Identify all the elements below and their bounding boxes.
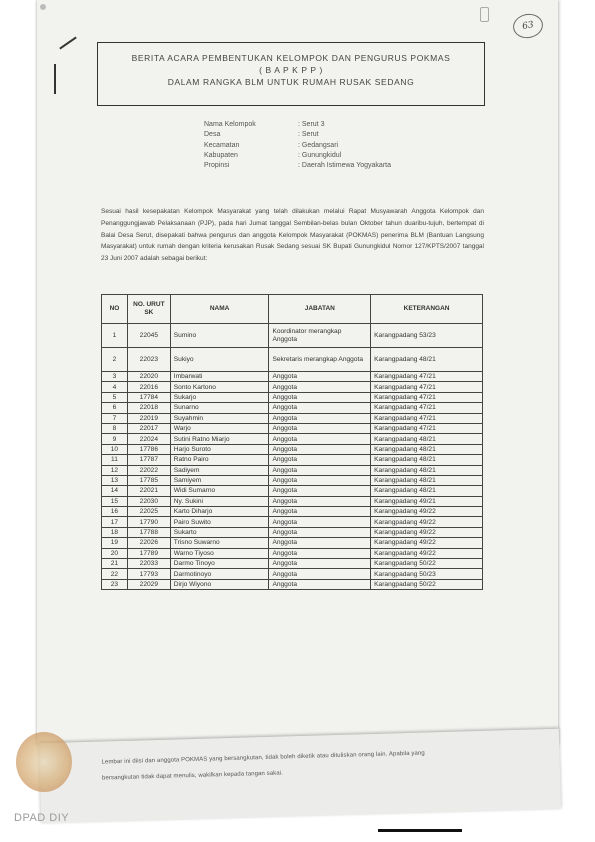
table-row (102, 486, 483, 496)
table-cell: 22045 (127, 324, 170, 348)
info-value: : Gunungkidul (298, 152, 341, 159)
table-cell: Karangpadang 49/21 (371, 496, 483, 506)
title-line: BERITA ACARA PEMBENTUKAN KELOMPOK DAN PENGURUS POKMAS (131, 53, 451, 63)
table-cell: Anggota (269, 392, 371, 402)
info-value: : Serut (298, 131, 319, 138)
table-cell: Anggota (269, 507, 371, 517)
table-row (102, 579, 483, 589)
corner-mark (40, 4, 46, 10)
info-label: Kecamatan (204, 141, 240, 149)
table-row (102, 507, 483, 517)
table-cell: Anggota (269, 403, 371, 413)
table-cell: 1 (102, 324, 128, 348)
table-cell: Karangpadang 47/21 (371, 403, 483, 413)
table-cell: Karangpadang 47/21 (371, 382, 483, 392)
table-cell: Anggota (269, 475, 371, 485)
table-cell: 7 (102, 413, 128, 423)
table-row (102, 538, 483, 548)
table-cell: Karangpadang 49/22 (371, 538, 483, 548)
table-cell: 22024 (127, 434, 170, 444)
title-line: DALAM RANGKA BLM UNTUK RUMAH RUSAK SEDANG (167, 77, 415, 87)
table-cell: Anggota (269, 538, 371, 548)
table-cell: Karangpadang 50/22 (371, 559, 483, 569)
table-cell: 22033 (127, 559, 170, 569)
info-value: : Daerah Istimewa Yogyakarta (298, 162, 391, 169)
info-label: Desa (204, 131, 221, 139)
table-cell: Anggota (269, 548, 371, 558)
column-header: NO (102, 295, 128, 324)
table-cell: Anggota (269, 382, 371, 392)
info-value: : Gedangsari (298, 142, 338, 149)
table-cell: 5 (102, 392, 128, 402)
table-cell: Karangpadang 53/23 (371, 324, 483, 348)
table-cell: Darmotinoyo (170, 569, 269, 579)
table-cell: 10 (102, 444, 128, 454)
table-row (102, 475, 483, 485)
table-cell: 22016 (127, 382, 170, 392)
table-cell: Anggota (269, 444, 371, 454)
table-cell: Anggota (269, 569, 371, 579)
table-cell: Darmo Tinoyo (170, 559, 269, 569)
table-cell: 3 (102, 372, 128, 382)
table-cell: 22019 (127, 413, 170, 423)
table-cell: 22030 (127, 496, 170, 506)
document-title (97, 42, 485, 106)
info-value: : Serut 3 (298, 121, 324, 128)
column-header: JABATAN (269, 295, 371, 324)
table-cell: Sukarjo (170, 392, 269, 402)
table-cell: Karangpadang 48/21 (371, 348, 483, 372)
table-cell: Trisno Suwarno (170, 538, 269, 548)
info-label: Propinsi (204, 162, 230, 170)
table-cell: 2 (102, 348, 128, 372)
table-row (102, 465, 483, 475)
table-cell: Karangpadang 48/21 (371, 486, 483, 496)
table-cell: Anggota (269, 517, 371, 527)
table-row (102, 527, 483, 537)
table-cell: 9 (102, 434, 128, 444)
table-row (102, 392, 483, 402)
table-cell: Imbarwati (170, 372, 269, 382)
table-cell: Sunarno (170, 403, 269, 413)
table-cell: 15 (102, 496, 128, 506)
table-cell: Anggota (269, 465, 371, 475)
table-cell: Karangpadang 48/21 (371, 465, 483, 475)
back-sheet-text: Lembar ini diisi dan anggota POKMAS yang bersangkutan, tidak boleh diketik atau dituliskan orang lain. Apabila yang (101, 750, 425, 766)
table-cell: Sutini Ratno Miarjo (170, 434, 269, 444)
table-cell: 12 (102, 465, 128, 475)
table-cell: 18 (102, 527, 128, 537)
table-cell: Warno Tiyoso (170, 548, 269, 558)
table-row (102, 413, 483, 423)
table-cell: Karangpadang 48/21 (371, 455, 483, 465)
table-cell: Karangpadang 49/22 (371, 548, 483, 558)
table-row (102, 517, 483, 527)
table-cell: Ratno Pairo (170, 455, 269, 465)
table-cell: Anggota (269, 413, 371, 423)
table-cell: 17786 (127, 444, 170, 454)
table-cell: Sumino (170, 324, 269, 348)
table-cell: Warjo (170, 423, 269, 433)
column-header: NAMA (170, 295, 269, 324)
page-number: 63 (511, 12, 545, 41)
table-cell: 22022 (127, 465, 170, 475)
table-cell: Karangpadang 49/22 (371, 507, 483, 517)
table-cell: 14 (102, 486, 128, 496)
table-cell: Karangpadang 48/21 (371, 434, 483, 444)
table-cell: Widi Sumarno (170, 486, 269, 496)
table-cell: Karangpadang 49/22 (371, 527, 483, 537)
table-cell: 17788 (127, 527, 170, 537)
table-cell: 22029 (127, 579, 170, 589)
column-header: KETERANGAN (371, 295, 483, 324)
table-cell: 13 (102, 475, 128, 485)
table-cell: 20 (102, 548, 128, 558)
table-cell: Karangpadang 47/21 (371, 423, 483, 433)
table-cell: 22017 (127, 423, 170, 433)
back-sheet-text: bersangkutan tidak dapat menulis, wakilkan kepada tangan sakai. (101, 770, 284, 782)
table-row (102, 423, 483, 433)
table-cell: 22020 (127, 372, 170, 382)
table-cell: Anggota (269, 496, 371, 506)
table-row (102, 569, 483, 579)
table-cell: Karangpadang 50/22 (371, 579, 483, 589)
table-cell: 6 (102, 403, 128, 413)
table-row (102, 496, 483, 506)
table-cell: 11 (102, 455, 128, 465)
table-cell: Karangpadang 47/21 (371, 413, 483, 423)
table-cell: Anggota (269, 527, 371, 537)
table-cell: Suyahmin (170, 413, 269, 423)
table-row (102, 455, 483, 465)
table-row (102, 348, 483, 372)
table-cell: 21 (102, 559, 128, 569)
divider (378, 829, 462, 832)
table-cell: 22023 (127, 348, 170, 372)
table-cell: Anggota (269, 423, 371, 433)
table-cell: Sukarto (170, 527, 269, 537)
table-cell: 17785 (127, 475, 170, 485)
pencil-mark (54, 64, 56, 94)
info-label: Kabupaten (204, 151, 238, 159)
table-row (102, 434, 483, 444)
table-cell: Sonto Kartono (170, 382, 269, 392)
watermark: DPAD DIY (14, 812, 70, 824)
table-cell: 22018 (127, 403, 170, 413)
table-cell: Anggota (269, 455, 371, 465)
title-line: ( B A P K P P ) (259, 65, 323, 75)
table-cell: Sadiyem (170, 465, 269, 475)
table-cell: 17790 (127, 517, 170, 527)
table-cell: Ny. Sukini (170, 496, 269, 506)
table-cell: 22 (102, 569, 128, 579)
table-cell: Pairo Suwito (170, 517, 269, 527)
intro-paragraph: Sesuai hasil kesepakatan Kelompok Masyarakat yang telah dilakukan melalui Rapat Musyawarah Anggota Kelompok dan Penanggungjawab Pelaksanaan (PJP), pada hari Jumat tanggal Sembilan-belas bulan Oktober tahun duaribu-tujuh, bertempat di Balai Desa Serut, disepakati bahwa pengurus dan anggota Kelompok Masyarakat (POKMAS) penerima BLM (Bantuan Langsung Masyarakat) untuk rumah dengan kriteria kerusakan Rusak Sedang sesuai SK Bupati Gunungkidul Nomor 127/KPTS/2007 tanggal 23 Juni 2007 adalah sebagai berikut: (101, 208, 484, 263)
table-cell: 4 (102, 382, 128, 392)
table-cell: Karangpadang 49/22 (371, 517, 483, 527)
table-cell: 22026 (127, 538, 170, 548)
seal-logo (16, 732, 72, 792)
table-cell: 17 (102, 517, 128, 527)
table-cell: 8 (102, 423, 128, 433)
table-cell: Karangpadang 47/21 (371, 392, 483, 402)
table-cell: Karangpadang 50/23 (371, 569, 483, 579)
table-cell: 22021 (127, 486, 170, 496)
table-cell: 17793 (127, 569, 170, 579)
table-cell: Koordinator merangkap Anggota (269, 324, 371, 348)
table-cell: 16 (102, 507, 128, 517)
table-row (102, 559, 483, 569)
table-row (102, 403, 483, 413)
table-cell: 23 (102, 579, 128, 589)
table-row (102, 548, 483, 558)
members-table (101, 294, 483, 590)
table-cell: Harjo Suroto (170, 444, 269, 454)
table-row (102, 372, 483, 382)
table-cell: Anggota (269, 372, 371, 382)
clip-icon (480, 7, 489, 22)
table-cell: 19 (102, 538, 128, 548)
table-cell: Sukiyo (170, 348, 269, 372)
table-cell: 17789 (127, 548, 170, 558)
table-cell: Karangpadang 47/21 (371, 372, 483, 382)
table-cell: Anggota (269, 434, 371, 444)
table-cell: Samiyem (170, 475, 269, 485)
table-cell: 22025 (127, 507, 170, 517)
table-cell: Anggota (269, 579, 371, 589)
table-cell: Dirjo Wiyono (170, 579, 269, 589)
info-label: Nama Kelompok (204, 121, 256, 128)
back-sheet (39, 729, 561, 823)
table-cell: 17784 (127, 392, 170, 402)
table-row (102, 382, 483, 392)
table-row (102, 324, 483, 348)
column-header: NO. URUT SK (127, 295, 170, 324)
table-cell: Karto Diharjo (170, 507, 269, 517)
table-cell: Sekretaris merangkap Anggota (269, 348, 371, 372)
table-header-row (102, 295, 483, 324)
table-cell: Anggota (269, 486, 371, 496)
table-row (102, 444, 483, 454)
table-cell: 17787 (127, 455, 170, 465)
table-cell: Anggota (269, 559, 371, 569)
table-cell: Karangpadang 48/21 (371, 475, 483, 485)
table-cell: Karangpadang 48/21 (371, 444, 483, 454)
